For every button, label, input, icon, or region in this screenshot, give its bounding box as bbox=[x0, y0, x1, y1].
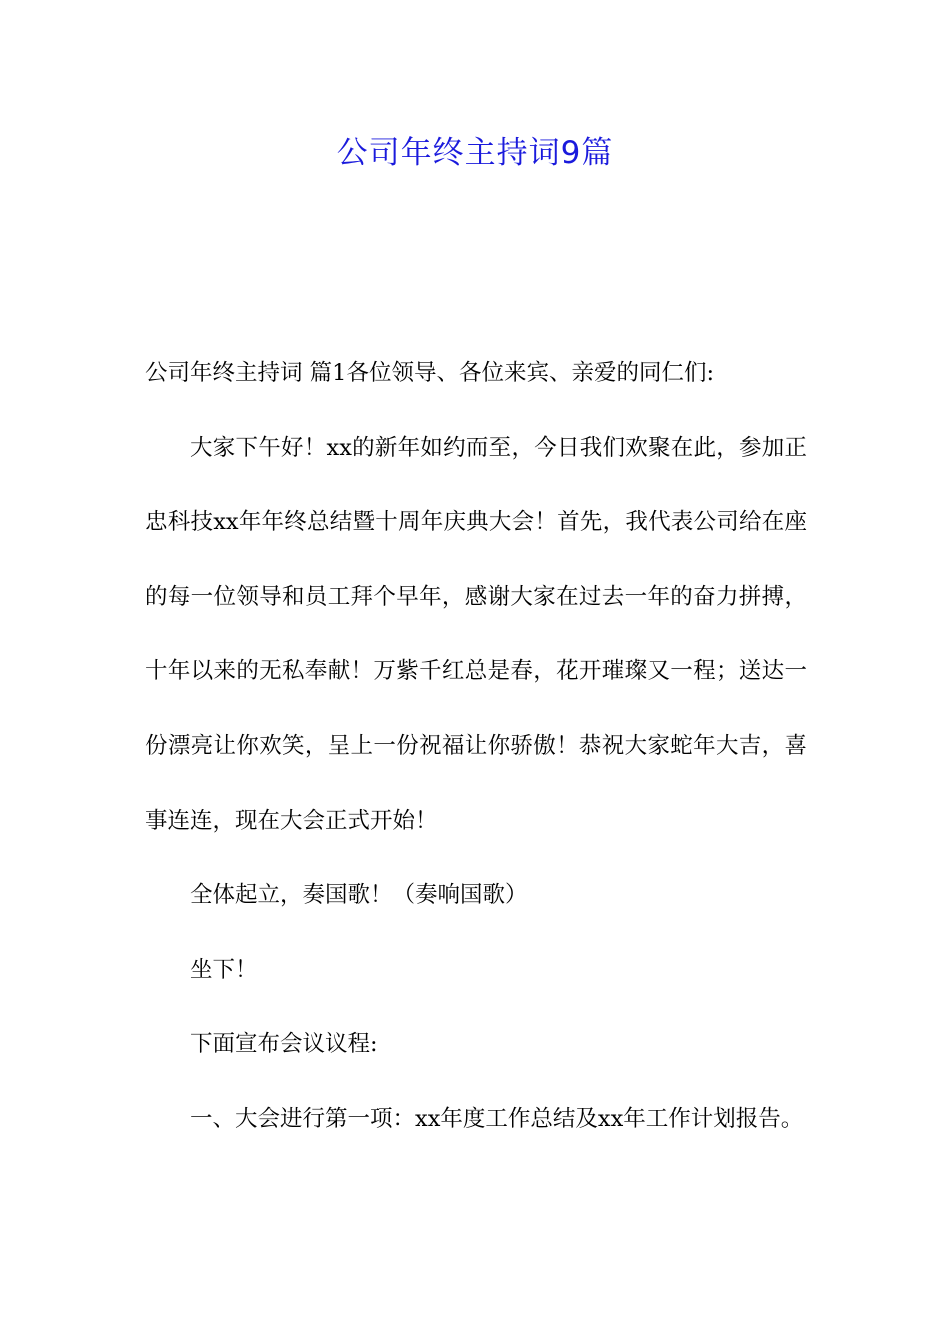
paragraph-opening: 公司年终主持词 篇1各位领导、各位来宾、亲爱的同仁们: bbox=[145, 360, 715, 386]
paragraph-sit-down: 坐下！ bbox=[190, 956, 258, 983]
paragraph-agenda-item-1: 一、大会进行第一项：xx年度工作总结及xx年工作计划报告。 bbox=[190, 1105, 804, 1132]
paragraph-anthem: 全体起立，奏国歌！（奏响国歌） bbox=[190, 882, 528, 909]
paragraph-agenda-intro: 下面宣布会议议程: bbox=[190, 1031, 378, 1058]
document-body bbox=[145, 336, 807, 1157]
document-title: 公司年终主持词9篇 bbox=[336, 135, 614, 171]
paragraph-greeting: 大家下午好！xx的新年如约而至，今日我们欢聚在此，参加正忠科技xx年年终总结暨十周年庆典大会！首先，我代表公司给在座的每一位领导和员工拜个早年，感谢大家在过去一年的奋力拼搏，十年以来的无私奉献！万紫千红总是春，花开璀璨又一程；送达一份漂亮让你欢笑，呈上一份祝福让你骄傲！恭祝大家蛇年大吉，喜事连连，现在大会正式开始！ bbox=[145, 434, 807, 834]
